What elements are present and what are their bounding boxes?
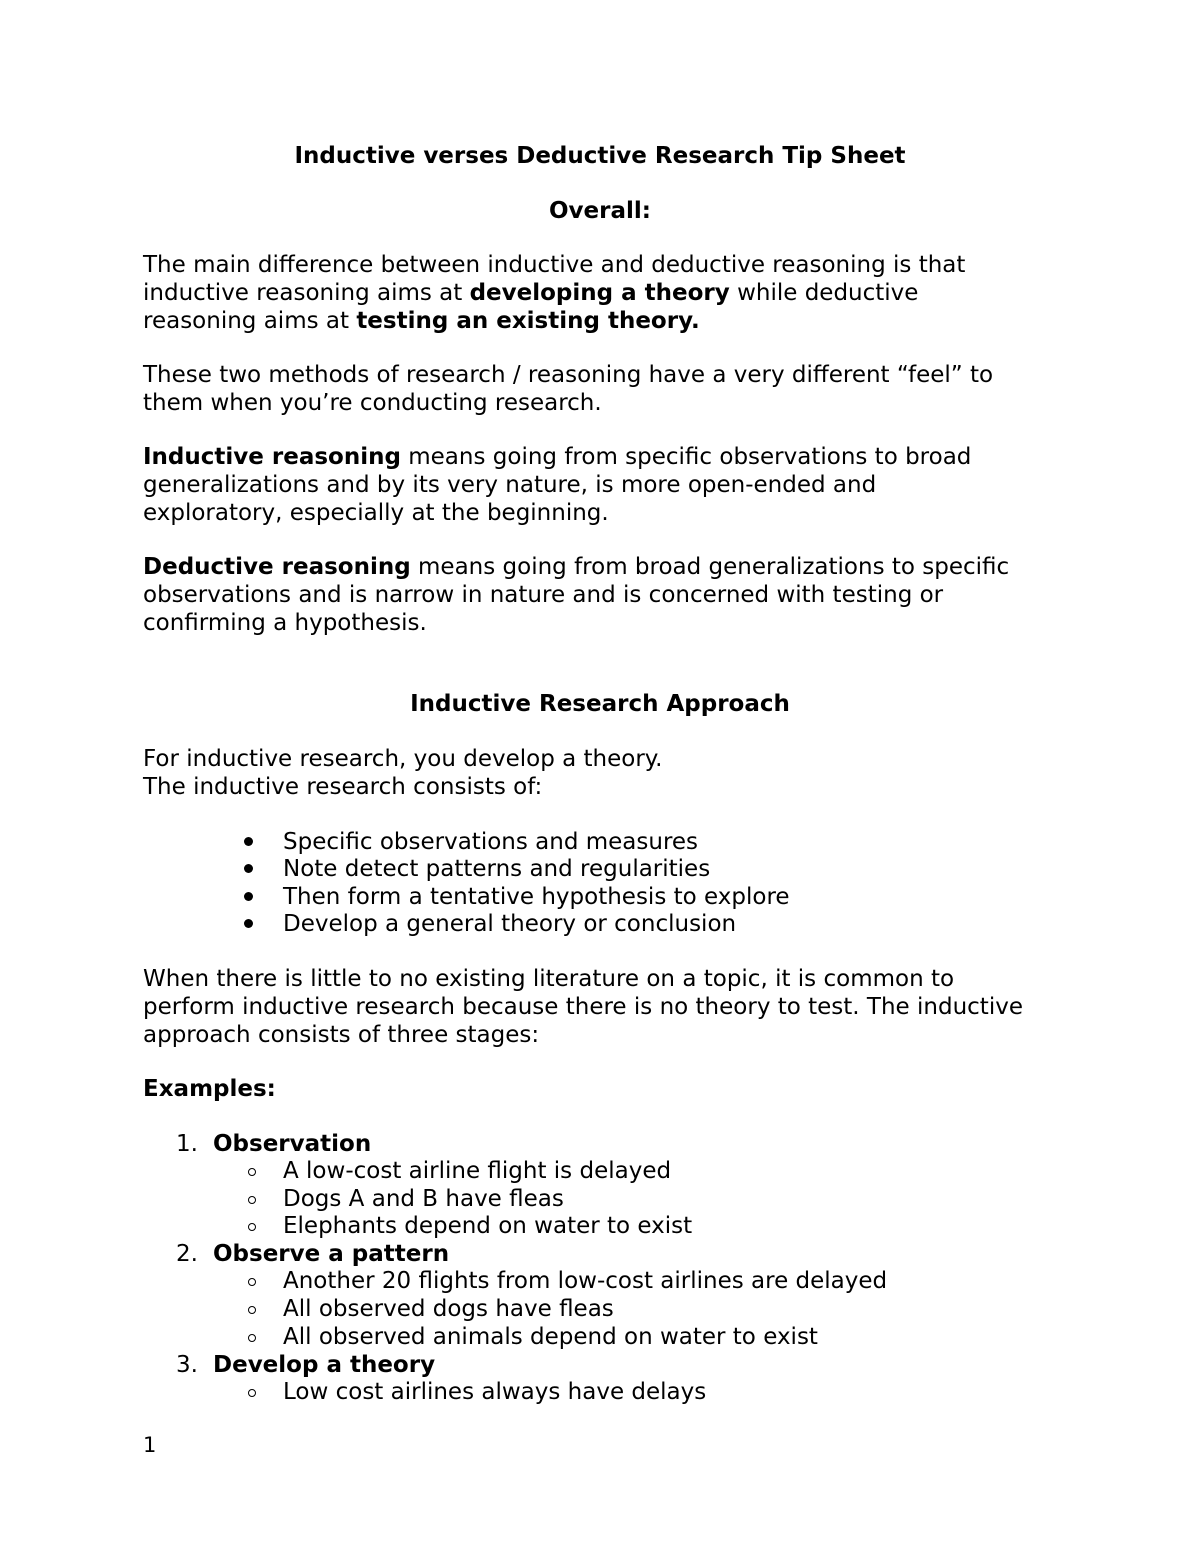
sub-list-item-text: Dogs A and B have fleas: [283, 1186, 564, 1212]
page-number: 1: [143, 1433, 157, 1457]
step-number: 2.: [176, 1241, 198, 1267]
main-difference-paragraph: [143, 251, 1073, 335]
literature-paragraph: [143, 965, 1073, 1049]
sub-list-item-text: Another 20 flights from low-cost airlines are delayed: [283, 1268, 888, 1294]
inductive-intro: [143, 745, 1073, 801]
sub-list-item-text: Elephants depend on water to exist: [283, 1213, 693, 1239]
step-number: 1.: [176, 1131, 198, 1157]
section-heading: Inductive Research Approach: [410, 691, 790, 717]
sub-list-item-text: All observed dogs have fleas: [283, 1296, 614, 1322]
text-span: The main difference between inductive and deductive reasoning is that: [143, 252, 966, 278]
circle-bullet-icon: [248, 1278, 256, 1286]
paragraph-line: exploratory, especially at the beginning.: [143, 500, 609, 526]
bullet-icon: [244, 837, 253, 846]
paragraph-line: confirming a hypothesis.: [143, 610, 427, 636]
paragraph-line: When there is little to no existing literature on a topic, it is common to: [143, 966, 955, 992]
paragraph-line: approach consists of three stages:: [143, 1022, 540, 1048]
paragraph-line: [143, 443, 1073, 471]
text-span: inductive reasoning aims at: [143, 280, 470, 306]
text-span: reasoning aims at: [143, 308, 357, 334]
step-number: 3.: [176, 1352, 198, 1378]
text-span: means going from specific observations to broad: [400, 444, 972, 470]
paragraph-line: observations and is narrow in nature and is concerned with testing or: [143, 582, 944, 608]
text-span: means going from broad generalizations to specific: [410, 554, 1010, 580]
term-deductive-reasoning: Deductive reasoning: [143, 554, 411, 580]
list-item-text: Specific observations and measures: [283, 829, 699, 855]
inductive-reasoning-paragraph: [143, 443, 1073, 527]
circle-bullet-icon: [248, 1306, 256, 1314]
sub-list-item-text: A low-cost airline flight is delayed: [283, 1158, 672, 1184]
sub-list-item-text: Low cost airlines always have delays: [283, 1379, 707, 1405]
circle-bullet-icon: [248, 1168, 256, 1176]
circle-bullet-icon: [248, 1334, 256, 1342]
step-label: Observation: [213, 1131, 372, 1157]
paragraph-line: The inductive research consists of:: [143, 774, 543, 800]
emphasis-developing-theory: developing a theory: [469, 280, 730, 306]
paragraph-line: For inductive research, you develop a theory.: [143, 746, 663, 772]
paragraph-line: generalizations and by its very nature, is more open-ended and: [143, 472, 877, 498]
sub-list-item-text: All observed animals depend on water to exist: [283, 1324, 818, 1350]
paragraph-line: [143, 251, 1073, 279]
list-item-text: Develop a general theory or conclusion: [283, 911, 737, 937]
bullet-icon: [244, 919, 253, 928]
overall-heading: Overall:: [549, 198, 651, 224]
paragraph-line: [143, 307, 1073, 335]
paragraph-line: perform inductive research because there is no theory to test. The inductive: [143, 994, 1023, 1020]
step-label: Observe a pattern: [213, 1241, 450, 1267]
bullet-icon: [244, 864, 253, 873]
deductive-reasoning-paragraph: [143, 553, 1073, 637]
list-item-text: Then form a tentative hypothesis to explore: [283, 884, 790, 910]
paragraph-line: them when you’re conducting research.: [143, 390, 602, 416]
examples-heading: Examples:: [143, 1076, 276, 1102]
step-label: Develop a theory: [213, 1352, 436, 1378]
term-inductive-reasoning: Inductive reasoning: [143, 444, 401, 470]
document-title: Inductive verses Deductive Research Tip Sheet: [294, 143, 906, 169]
text-span: while deductive: [729, 280, 919, 306]
list-item-text: Note detect patterns and regularities: [283, 856, 711, 882]
paragraph-line: [143, 279, 1073, 307]
emphasis-testing-theory: testing an existing theory.: [356, 308, 700, 334]
circle-bullet-icon: [248, 1196, 256, 1204]
paragraph-line: These two methods of research / reasoning have a very different “feel” to: [143, 362, 994, 388]
circle-bullet-icon: [248, 1223, 256, 1231]
circle-bullet-icon: [248, 1389, 256, 1397]
methods-feel-paragraph: [143, 361, 1073, 417]
bullet-icon: [244, 892, 253, 901]
paragraph-line: [143, 553, 1073, 581]
